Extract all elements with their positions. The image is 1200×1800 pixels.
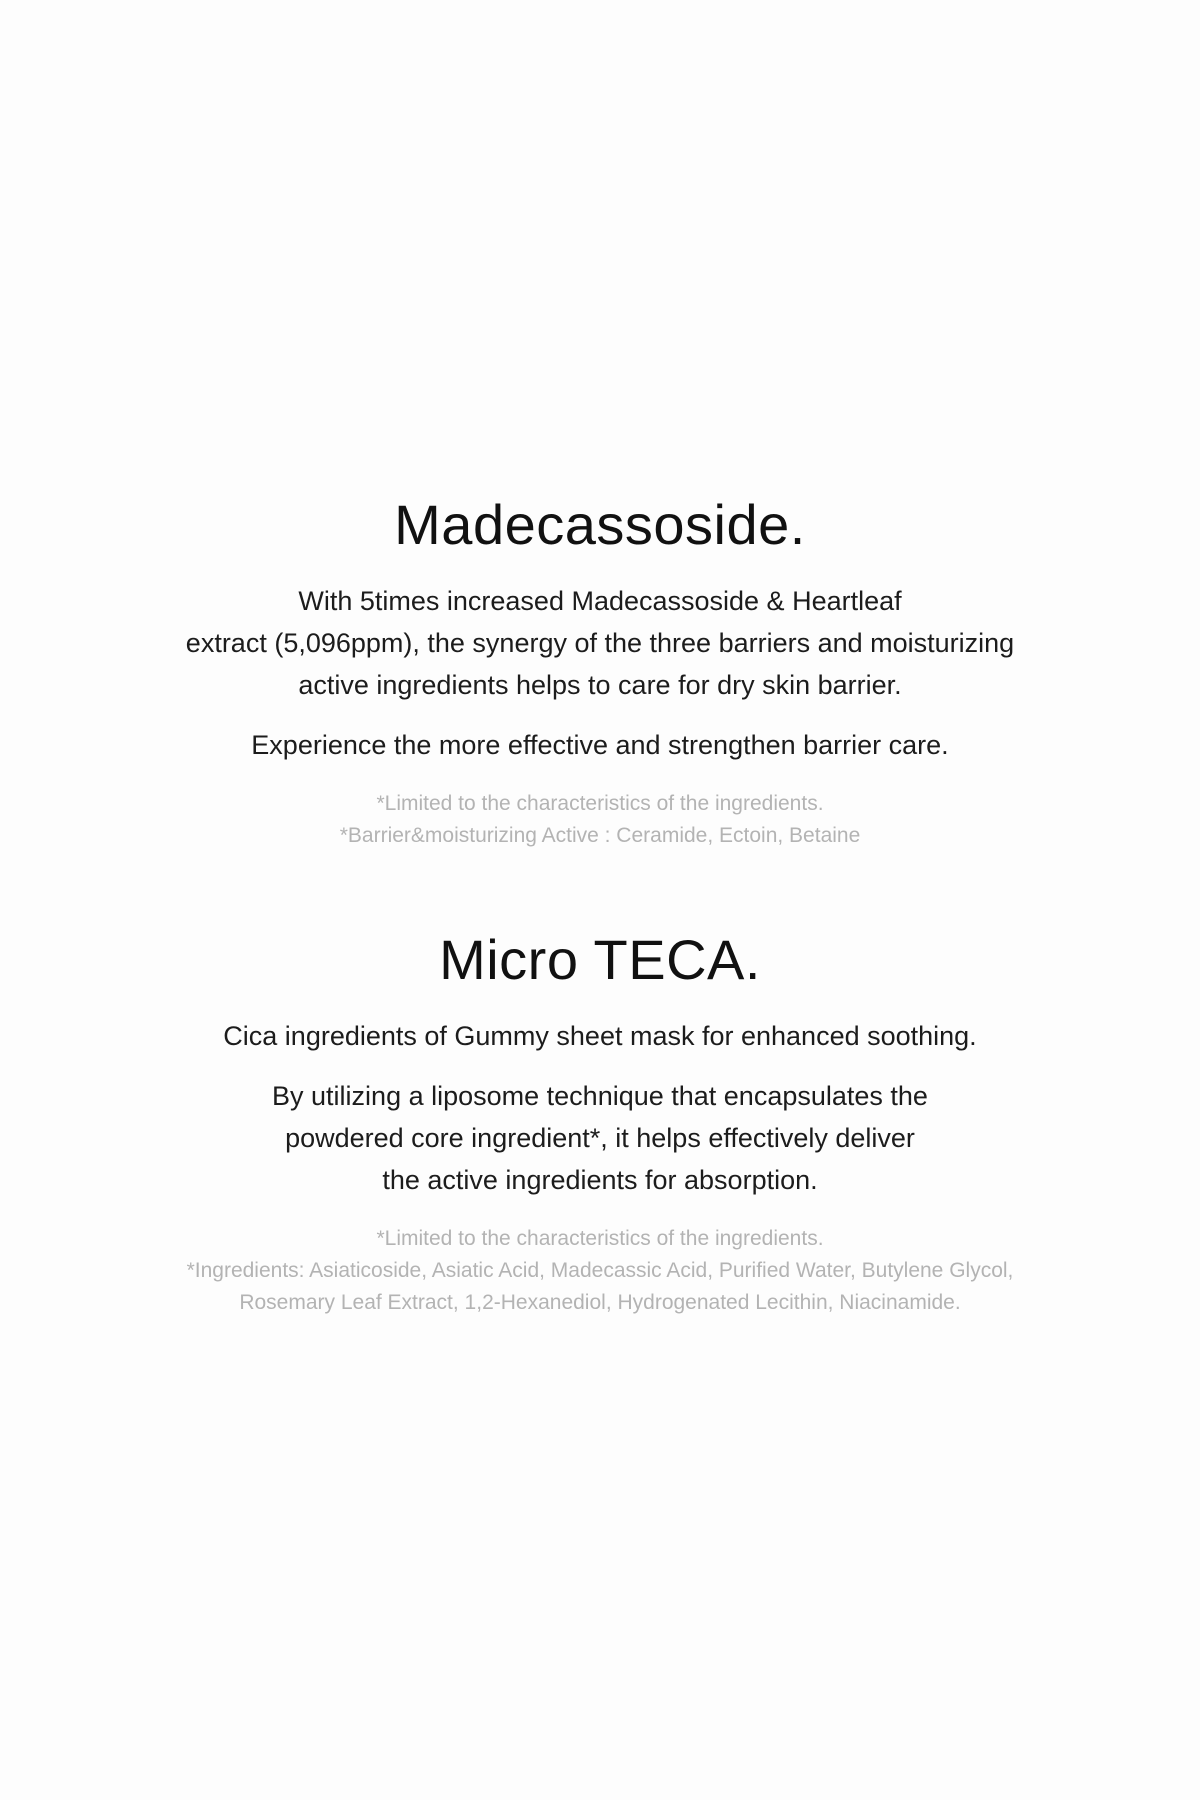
madecassoside-section (0, 490, 1200, 852)
intro-line: Cica ingredients of Gummy sheet mask for enhanced soothing. (223, 1021, 977, 1051)
description-line: powdered core ingredient*, it helps effectively deliver (285, 1123, 915, 1153)
micro-teca-section (0, 925, 1200, 1319)
description-line: active ingredients helps to care for dry skin barrier. (298, 670, 902, 700)
description-line: By utilizing a liposome technique that encapsulates the (272, 1081, 928, 1111)
madecassoside-heading: Madecassoside. (394, 493, 806, 556)
footnote-line: *Ingredients: Asiaticoside, Asiatic Acid, Madecassic Acid, Purified Water, Butylene Glycol, (186, 1259, 1014, 1282)
description-line: the active ingredients for absorption. (382, 1165, 818, 1195)
footnote-line: *Barrier&moisturizing Active : Ceramide, Ectoin, Betaine (339, 824, 861, 847)
tagline-line: Experience the more effective and strengthen barrier care. (251, 730, 949, 760)
description-line: With 5times increased Madecassoside & Heartleaf (298, 586, 902, 616)
footnote-line: Rosemary Leaf Extract, 1,2-Hexanediol, Hydrogenated Lecithin, Niacinamide. (239, 1291, 961, 1314)
madecassoside-footnotes (0, 788, 1200, 852)
micro-teca-footnotes (0, 1223, 1200, 1319)
micro-teca-intro (0, 1015, 1200, 1057)
footnote-line: *Limited to the characteristics of the ingredients. (376, 1227, 824, 1250)
madecassoside-tagline (0, 724, 1200, 766)
micro-teca-heading: Micro TECA. (439, 928, 761, 991)
micro-teca-description (0, 1075, 1200, 1201)
description-line: extract (5,096ppm), the synergy of the three barriers and moisturizing (185, 628, 1015, 658)
madecassoside-description (0, 580, 1200, 706)
footnote-line: *Limited to the characteristics of the ingredients. (376, 792, 824, 815)
